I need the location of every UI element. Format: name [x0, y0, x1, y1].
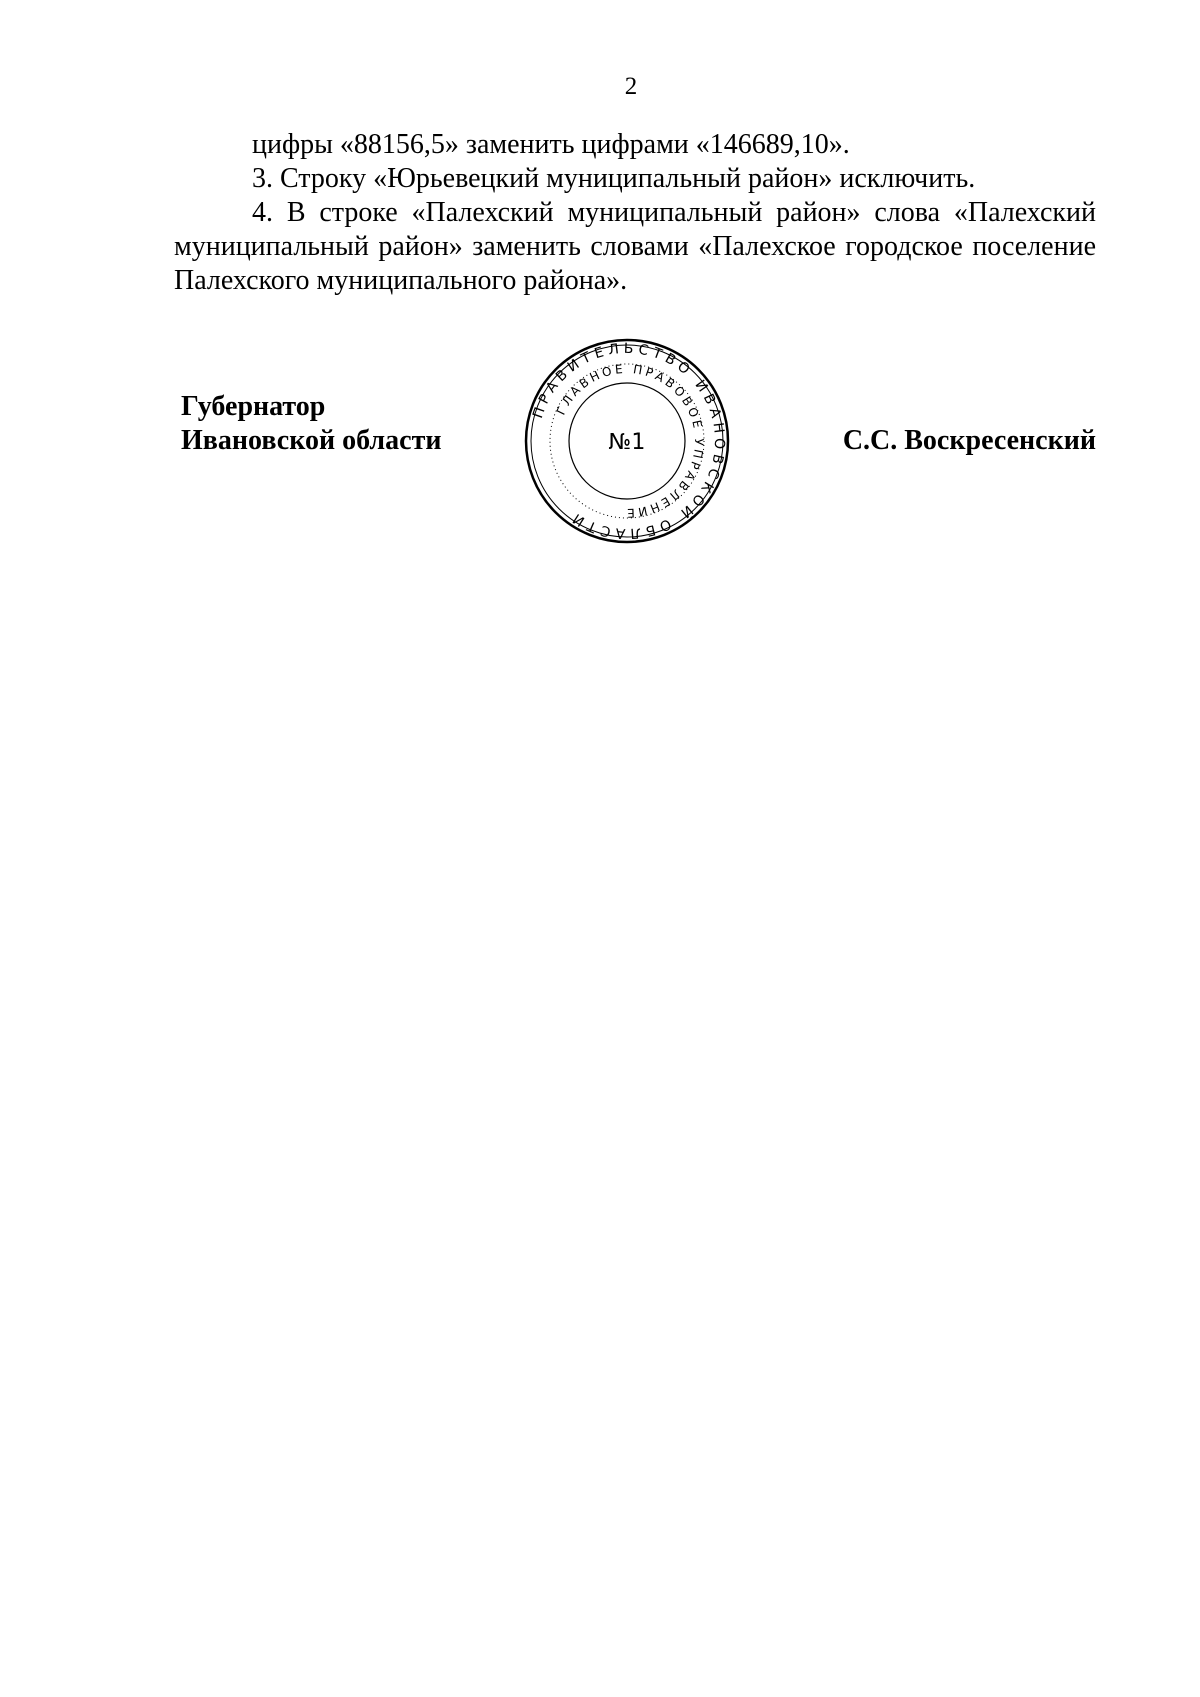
signatory-title [181, 390, 441, 458]
seal-center-number: №1 [608, 430, 646, 455]
page-number: 2 [624, 73, 638, 100]
official-seal [522, 336, 732, 546]
paragraph-item-4: 4. В строке «Палехский муниципальный район» слова «Палехский муниципальный район» заменить словами «Палехское городское поселение Палехского муниципального района». [174, 197, 1096, 296]
signature-block [0, 0, 1200, 560]
seal-graphic [522, 336, 732, 546]
signatory-name: С.С. Воскресенский [842, 425, 1096, 456]
signatory-title-line-2: Ивановской области [181, 425, 442, 456]
seal-outer-text: ПРАВИТЕЛЬСТВО ИВАНОВСКОЙ ОБЛАСТИ [530, 340, 728, 542]
signatory-title-line-1: Губернатор [181, 391, 326, 422]
paragraph-item-3: 3. Строку «Юрьевецкий муниципальный район» исключить. [252, 163, 976, 194]
paragraph-continuation: цифры «88156,5» заменить цифрами «146689,10». [252, 129, 850, 160]
seal-inner-text: ГЛАВНОЕ ПРАВОВОЕ УПРАВЛЕНИЕ [553, 361, 707, 521]
